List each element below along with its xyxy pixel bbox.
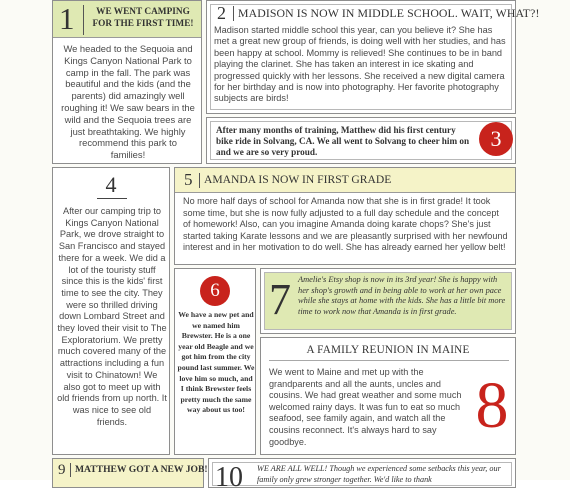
- section-1-number: 1: [59, 1, 75, 36]
- section-3-number-badge: 3: [479, 122, 513, 156]
- section-2-body: Madison started middle school this year, can you believe it? She has met a great new group of friends, is doing well with her studies, and has been happy at school. Mommy is relieved! She continues to be in band playing the clarinet. She has taken an interest in ice skating and progressed quickly with her lessons. She received a new digital camera for her birthday and is now into photography. Her favorite photography subjects are birds!: [214, 25, 506, 104]
- section-8-title: A FAMILY REUNION IN MAINE: [306, 344, 470, 356]
- section-2-title: MADISON IS NOW IN MIDDLE SCHOOL. WAIT, WHAT?!: [238, 6, 540, 20]
- section-8-number: 8: [475, 369, 509, 442]
- section-4-body: After our camping trip to Kings Canyon National Park, we drove straight to San Francisco and stayed there for a week. We did a lot of the touristy stuff since this is the kids' first time to see the city. They were so thrilled driving down Lombard Street and they loved their visit to The Exploratorium. We pretty much covered many of the attractions including a fun visit to Chinatown! We also got to meet up with old friends from up north. It was nice to see old friends.: [57, 206, 167, 427]
- section-3-bike-ride: [206, 117, 516, 164]
- section-5-number: 5: [184, 170, 193, 189]
- section-8-family-reunion: [260, 337, 516, 455]
- section-6-new-pet: [174, 268, 256, 455]
- section-10-body: WE ARE ALL WELL! Though we experienced some setbacks this year, our family only grew stronger together. We'd like to thank: [257, 464, 501, 484]
- section-1-title: WE WENT CAMPING FOR THE FIRST TIME!: [92, 7, 194, 29]
- section-10-all-well: [208, 458, 516, 493]
- section-8-body: We went to Maine and met up with the grandparents and all the aunts, uncles and cousins. We had great weather and some much welcomed rainy days. It was fun to eat so much seafood, see family again, and watch all the cousins reconnect. It's always hard to say goodbye.: [269, 367, 462, 447]
- section-9-title: MATTHEW GOT A NEW JOB!: [75, 464, 208, 475]
- section-4-number: 4: [105, 172, 117, 197]
- section-1-body: We headed to the Sequoia and Kings Canyon National Park to camp in the fall. The park was beautiful and the kids (and the parents) did amazingly well roughing it! We saw bears in the wild and the Sequoia trees are just breathtaking. We highly recommend this park to families!: [61, 43, 195, 161]
- section-5-body: No more half days of school for Amanda now that she is in first grade! It took some time, but she is now fully adjusted to a full day schedule and the concept of homework! Also, can you imagine Amanda doing karate chops? She's just started taking Karate lessons and we are pleasantly surprised with her newfound interest and in her motivation to do well. She has already earned her yellow belt!: [183, 196, 508, 253]
- section-10-number: 10: [215, 462, 243, 493]
- section-6-body: We have a new pet and we named him Brewster. He is a one year old Beagle and we got him from the city pound last summer. We love him so much, and I think Brewster feels pretty much the same way about us too!: [177, 310, 255, 415]
- section-2-madison: [206, 0, 540, 114]
- section-5-title: AMANDA IS NOW IN FIRST GRADE: [204, 173, 392, 186]
- section-2-number: 2: [217, 3, 226, 23]
- section-4-san-francisco: [52, 167, 170, 455]
- section-3-body: After many months of training, Matthew did his first century bike ride in Solvang, CA. We all went to Solvang to cheer him on and we are so very proud.: [216, 125, 470, 158]
- section-7-body: Amelie's Etsy shop is now in its 3rd year! She is happy with her shop's growth and in being able to work at her own pace while she stays at home with the kids. She has a little bit more time to work now that Amanda is in first grade.: [298, 275, 506, 316]
- section-9-new-job: [52, 458, 208, 488]
- section-9-number: 9: [58, 462, 66, 478]
- section-6-number-badge: 6: [200, 276, 230, 306]
- section-7-etsy-shop: [260, 268, 516, 334]
- section-1-camping: [52, 0, 202, 164]
- section-5-amanda: [174, 167, 516, 265]
- section-7-number: 7: [269, 275, 291, 324]
